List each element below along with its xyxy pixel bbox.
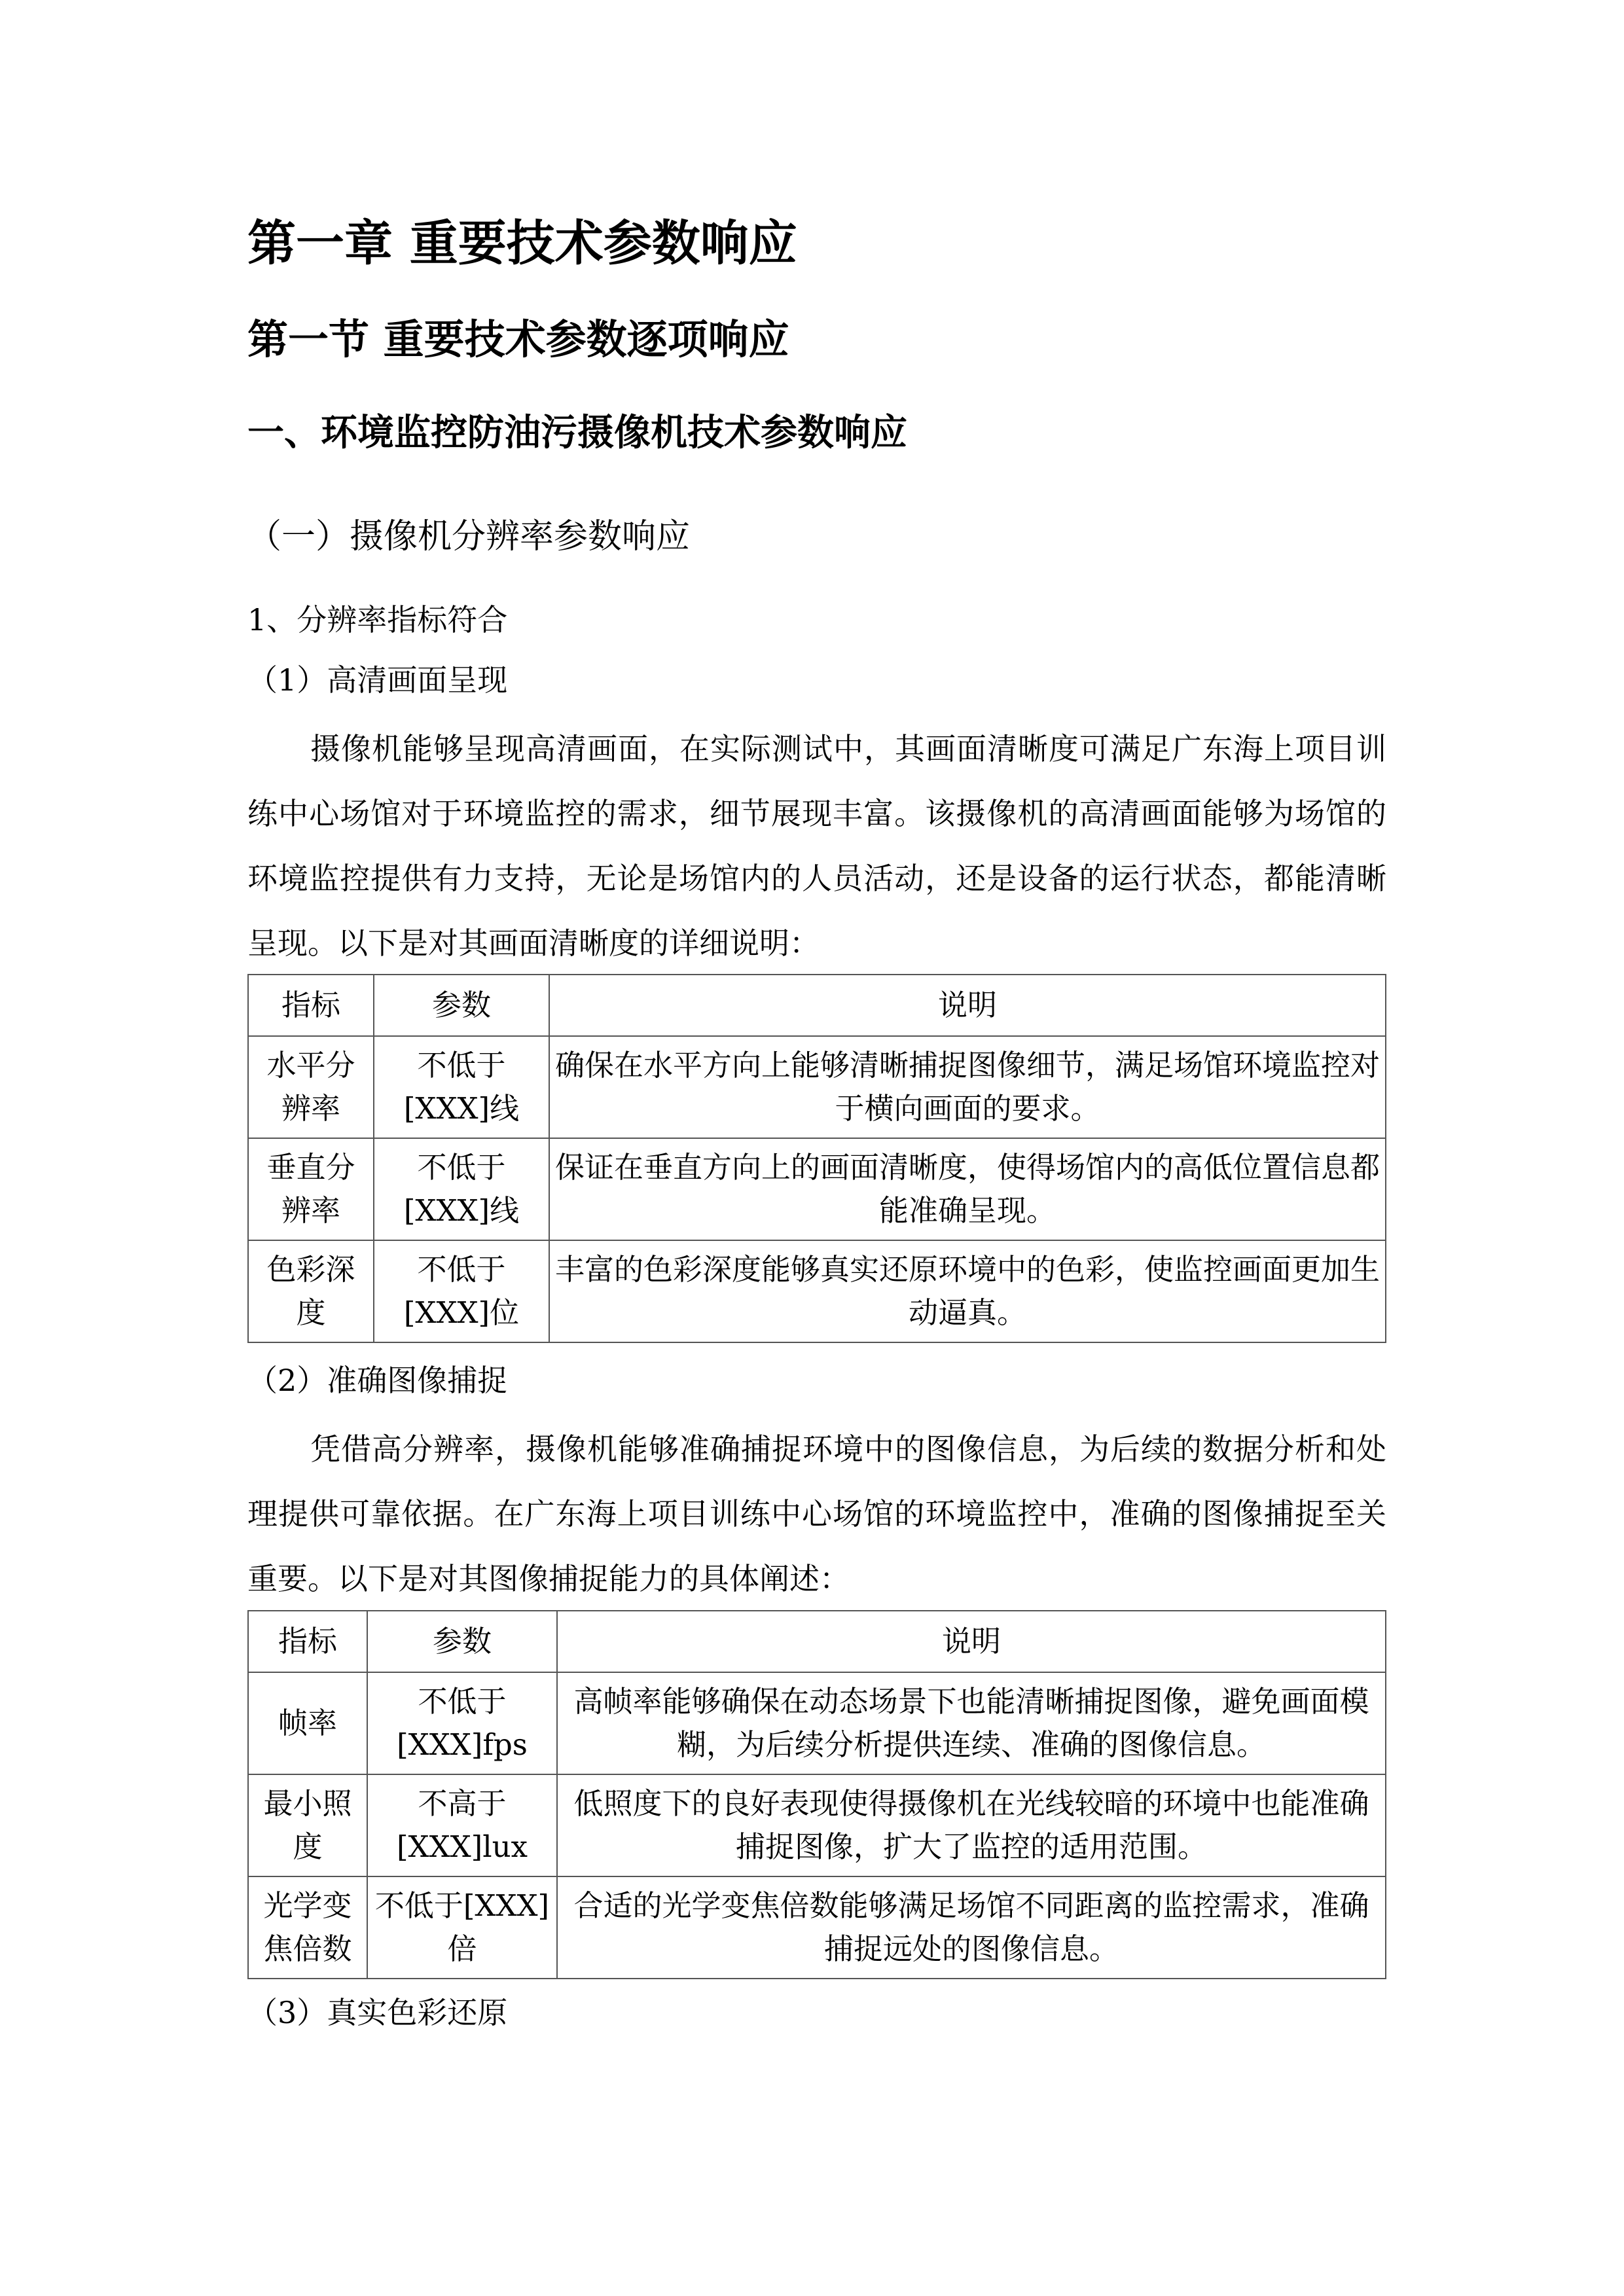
table-header-cell: 参数	[374, 975, 549, 1036]
item-heading: 1、分辨率指标符合	[247, 602, 508, 637]
image-capture-table	[247, 1610, 1386, 1979]
table-row	[248, 1240, 1386, 1342]
table-cell: 不低于[XXX]fps	[367, 1672, 557, 1774]
table-row	[248, 1672, 1386, 1774]
table-cell: 色彩深度	[248, 1240, 374, 1342]
subheading-1: （1）高清画面呈现	[247, 662, 508, 698]
table-cell: 帧率	[248, 1672, 367, 1774]
paragraph-1: 摄像机能够呈现高清画面，在实际测试中，其画面清晰度可满足广东海上项目训练中心场馆对于环境监控的需求，细节展现丰富。该摄像机的高清画面能够为场馆的环境监控提供有力支持，无论是场馆内的人员活动，还是设备的运行状态，都能清晰呈现。以下是对其画面清晰度的详细说明：	[247, 731, 1386, 961]
table-header-cell: 说明	[549, 975, 1386, 1036]
table-row	[248, 1138, 1386, 1240]
table-header-cell: 指标	[248, 975, 374, 1036]
table-cell: 不低于[XXX]倍	[367, 1876, 557, 1979]
table-cell: 最小照度	[248, 1774, 367, 1876]
subheading-3: （3）真实色彩还原	[247, 1995, 508, 2030]
table-header-cell: 说明	[557, 1611, 1386, 1672]
table-cell: 丰富的色彩深度能够真实还原环境中的色彩，使监控画面更加生动逼真。	[549, 1240, 1386, 1342]
table-cell: 不低于[XXX]线	[374, 1138, 549, 1240]
paragraph-2: 凭借高分辨率，摄像机能够准确捕捉环境中的图像信息，为后续的数据分析和处理提供可靠依据。在广东海上项目训练中心场馆的环境监控中，准确的图像捕捉至关重要。以下是对其图像捕捉能力的具体阐述：	[247, 1431, 1386, 1596]
section-title: 第一节 重要技术参数逐项响应	[247, 315, 789, 363]
resolution-table	[247, 974, 1386, 1343]
table-cell: 不低于[XXX]线	[374, 1036, 549, 1138]
table-cell: 不低于[XXX]位	[374, 1240, 549, 1342]
table-cell: 水平分辨率	[248, 1036, 374, 1138]
table-row	[248, 1774, 1386, 1876]
table-header-row	[248, 1611, 1386, 1672]
table-header-cell: 指标	[248, 1611, 367, 1672]
table-cell: 垂直分辨率	[248, 1138, 374, 1240]
table-row	[248, 1036, 1386, 1138]
table-cell: 保证在垂直方向上的画面清晰度，使得场馆内的高低位置信息都能准确呈现。	[549, 1138, 1386, 1240]
table-cell: 不高于[XXX]lux	[367, 1774, 557, 1876]
subheading-2: （2）准确图像捕捉	[247, 1363, 508, 1398]
table-cell: 光学变焦倍数	[248, 1876, 367, 1979]
table-cell: 低照度下的良好表现使得摄像机在光线较暗的环境中也能准确捕捉图像，扩大了监控的适用范围。	[557, 1774, 1386, 1876]
table-cell: 高帧率能够确保在动态场景下也能清晰捕捉图像，避免画面模糊，为后续分析提供连续、准确的图像信息。	[557, 1672, 1386, 1774]
table-header-row	[248, 975, 1386, 1036]
chapter-title: 第一章 重要技术参数响应	[247, 215, 797, 272]
part-title: （一）摄像机分辨率参数响应	[247, 517, 691, 556]
table-row	[248, 1876, 1386, 1979]
table-cell: 确保在水平方向上能够清晰捕捉图像细节，满足场馆环境监控对于横向画面的要求。	[549, 1036, 1386, 1138]
table-header-cell: 参数	[367, 1611, 557, 1672]
subsection-title: 一、环境监控防油污摄像机技术参数响应	[247, 412, 907, 454]
table-cell: 合适的光学变焦倍数能够满足场馆不同距离的监控需求，准确捕捉远处的图像信息。	[557, 1876, 1386, 1979]
